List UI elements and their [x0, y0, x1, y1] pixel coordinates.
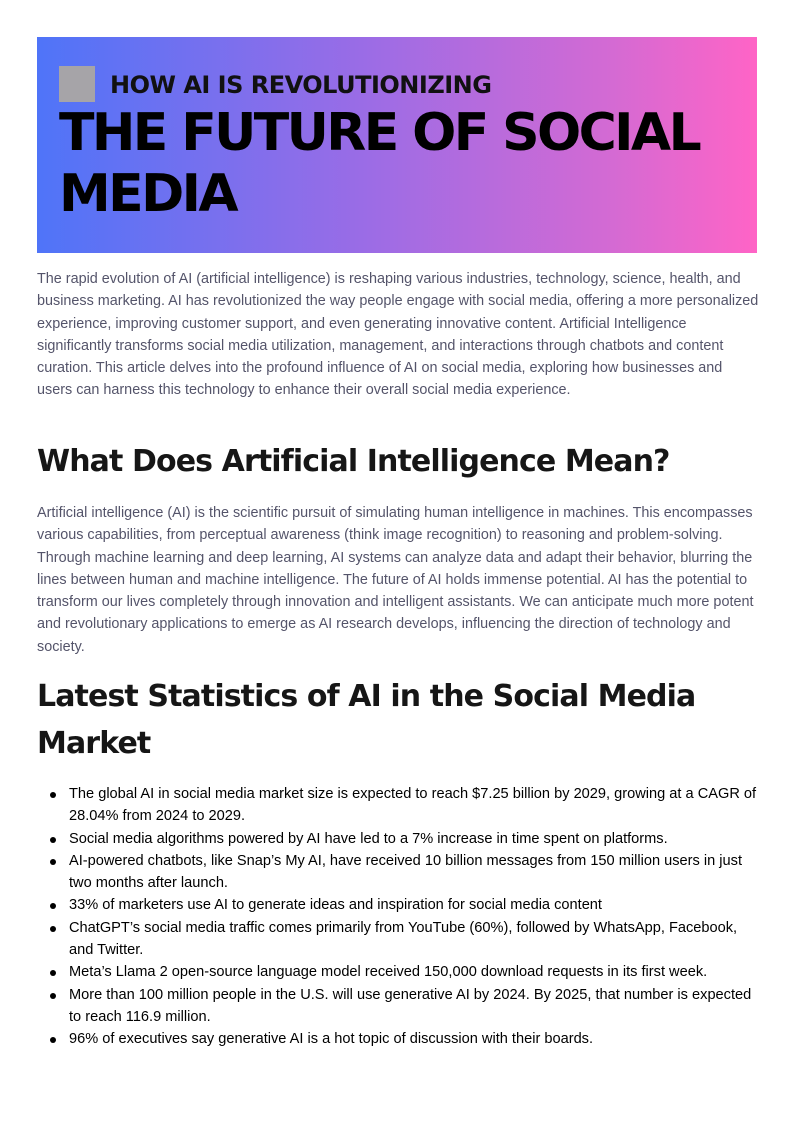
list-item: AI-powered chatbots, like Snap’s My AI, have received 10 billion messages from 150 million users in just two months after launch. [69, 850, 759, 895]
list-item: ChatGPT’s social media traffic comes primarily from YouTube (60%), followed by WhatsApp, Facebook, and Twitter. [69, 917, 759, 962]
section-heading-statistics: Latest Statistics of AI in the Social Media Market [37, 679, 696, 761]
statistics-list [69, 783, 759, 1051]
hero-kicker: HOW AI IS REVOLUTIONIZING [110, 71, 492, 99]
list-item: Social media algorithms powered by AI have led to a 7% increase in time spent on platforms. [69, 828, 759, 850]
list-item: More than 100 million people in the U.S. will use generative AI by 2024. By 2025, that number is expected to reach 116.9 million. [69, 984, 759, 1029]
hero-square-logo [59, 66, 95, 102]
section-heading-ai-meaning: What Does Artificial Intelligence Mean? [37, 444, 670, 479]
list-item: Meta’s Llama 2 open-source language model received 150,000 download requests in its first week. [69, 961, 759, 983]
list-item: 96% of executives say generative AI is a hot topic of discussion with their boards. [69, 1028, 759, 1050]
intro-paragraph: The rapid evolution of AI (artificial intelligence) is reshaping various industries, technology, science, health, and business marketing. AI has revolutionized the way people engage with social media, offering a more personalized experience, improving customer support, and even generating innovative content. Artificial Intelligence significantly transforms social media utilization, management, and interactions through chatbots and content curation. This article delves into the profound influence of AI on social media, exploring how businesses and users can harness this technology to enhance their overall social media experience. [37, 271, 759, 399]
list-item: 33% of marketers use AI to generate ideas and inspiration for social media content [69, 894, 759, 916]
list-item: The global AI in social media market size is expected to reach $7.25 billion by 2029, growing at a CAGR of 28.04% from 2024 to 2029. [69, 783, 759, 828]
section-body-ai-meaning: Artificial intelligence (AI) is the scientific pursuit of simulating human intelligence in machines. This encompasses various capabilities, from perceptual awareness (think image recognition) to reasoning and problem-solving. Through machine learning and deep learning, AI systems can analyze data and adapt their behavior, blurring the lines between human and machine intelligence. The future of AI holds immense potential. AI has the potential to transform our lives completely through innovation and intelligent assistants. We can anticipate much more potent and revolutionary applications to emerge as AI research develops, influencing the direction of technology and society. [37, 505, 754, 655]
page-title: THE FUTURE OF SOCIAL MEDIA [59, 103, 700, 224]
hero-banner [37, 37, 757, 253]
